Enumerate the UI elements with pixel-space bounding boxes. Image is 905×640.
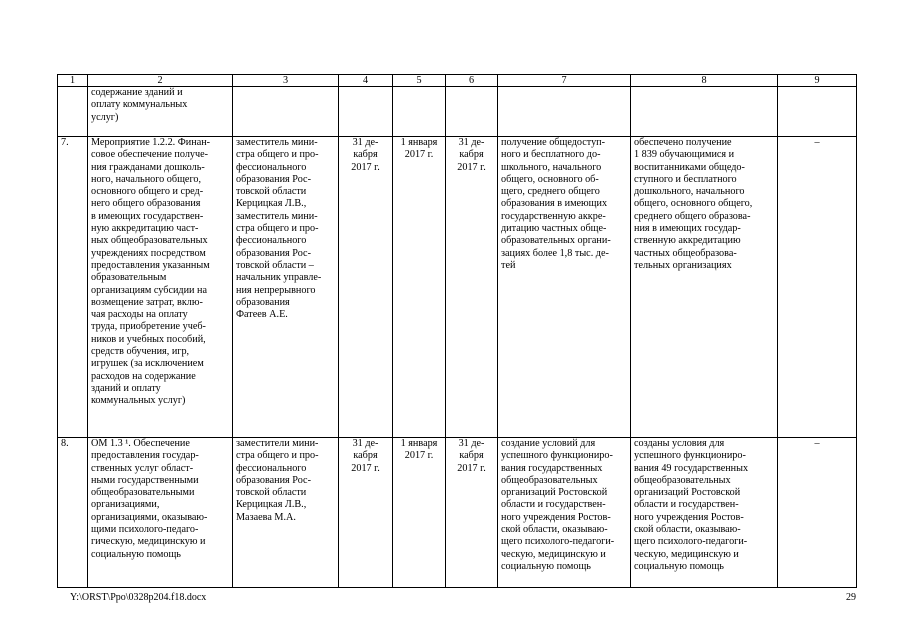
file-path: Y:\ORST\Ppo\0328p204.f18.docx <box>70 592 207 603</box>
measure-cell: Мероприятие 1.2.2. Финан- совое обеспечение получе- ния гражданами дошколь- ного, начального общего, основного общего и сред- него общего образования в имеющих государствен- ную аккредитацию част- ных общеобразовательных учреждениях посредством предоставления указанным образовательным организациям субсидии на возмещение затрат, вклю- чая расходы на оплату труда, приобретение учеб- ников и учебных пособий, средств обучения, игр, игрушек (за исключением расходов на содержание зданий и оплату коммунальных услуг) <box>88 137 233 438</box>
actual-result-cell: обеспечено получение 1 839 обучающимися и воспитанниками общедо- ступного и бесплатного дошкольного, начального общего, основного общего, среднего общего образова- ния в имеющих государ- ственную аккредитацию частных общеобразова- тельных организациях <box>631 137 778 438</box>
measure-cell: ОМ 1.3 ¹. Обеспечение предоставления государ- ственных услуг област- ными государственными общеобразовательными организациями, организациями, оказываю- щими психолого-педаго- гическую, медицинскую и социальную помощь <box>88 438 233 588</box>
responsible-cell <box>233 87 339 137</box>
responsible-cell: заместитель мини- стра общего и про- фессионального образования Рос- товской области Керцицкая Л.В., заместитель мини- стра общего и про- фессионального образования Рос- товской области – начальник управле- ния непрерывного образования Фатеев А.Е. <box>233 137 339 438</box>
planned-end-date-cell <box>339 87 393 137</box>
program-table <box>57 74 857 588</box>
actual-start-date-cell <box>393 87 446 137</box>
notes-cell <box>778 87 857 137</box>
table-row <box>58 87 857 137</box>
planned-result-cell <box>498 87 631 137</box>
notes-cell: – <box>778 137 857 438</box>
responsible-cell: заместители мини- стра общего и про- фессионального образования Рос- товской области Керцицкая Л.В., Мазаева М.А. <box>233 438 339 588</box>
actual-end-date-cell <box>446 87 498 137</box>
column-number: 1 <box>58 75 88 87</box>
planned-end-date-cell: 31 де- кабря 2017 г. <box>339 137 393 438</box>
actual-result-cell: созданы условия для успешного функциониро- вания 49 государственных общеобразовательных организаций Ростовской области и государствен- ного учреждения Ростов- ской области, оказываю- щего психолого-педагоги- ческую, медицинскую и социальную помощь <box>631 438 778 588</box>
actual-start-date-cell: 1 января 2017 г. <box>393 137 446 438</box>
planned-result-cell: создание условий для успешного функциониро- вания государственных общеобразовательных организаций Ростовской области и государствен- ного учреждения Ростов- ской области, оказываю- щего психолого-педагоги- ческую, медицинскую и социальную помощь <box>498 438 631 588</box>
table-row <box>58 438 857 588</box>
measure-cell: содержание зданий и оплату коммунальных услуг) <box>88 87 233 137</box>
planned-result-cell: получение общедоступ- ного и бесплатного до- школьного, начального общего, основного об- щего, среднего общего образования в имеющих государственную аккре- дитацию частных обще- образовательных органи- зациях более 1,8 тыс. де- тей <box>498 137 631 438</box>
column-number: 3 <box>233 75 339 87</box>
column-number: 9 <box>778 75 857 87</box>
column-number: 2 <box>88 75 233 87</box>
actual-start-date-cell: 1 января 2017 г. <box>393 438 446 588</box>
table-row <box>58 137 857 438</box>
row-number-cell: 8. <box>58 438 88 588</box>
column-number: 4 <box>339 75 393 87</box>
column-number-row <box>58 75 857 87</box>
planned-end-date-cell: 31 де- кабря 2017 г. <box>339 438 393 588</box>
actual-result-cell <box>631 87 778 137</box>
row-number-cell <box>58 87 88 137</box>
actual-end-date-cell: 31 де- кабря 2017 г. <box>446 438 498 588</box>
column-number: 6 <box>446 75 498 87</box>
column-number: 5 <box>393 75 446 87</box>
actual-end-date-cell: 31 де- кабря 2017 г. <box>446 137 498 438</box>
column-number: 7 <box>498 75 631 87</box>
page-number: 29 <box>846 592 856 603</box>
column-number: 8 <box>631 75 778 87</box>
row-number-cell: 7. <box>58 137 88 438</box>
notes-cell: – <box>778 438 857 588</box>
